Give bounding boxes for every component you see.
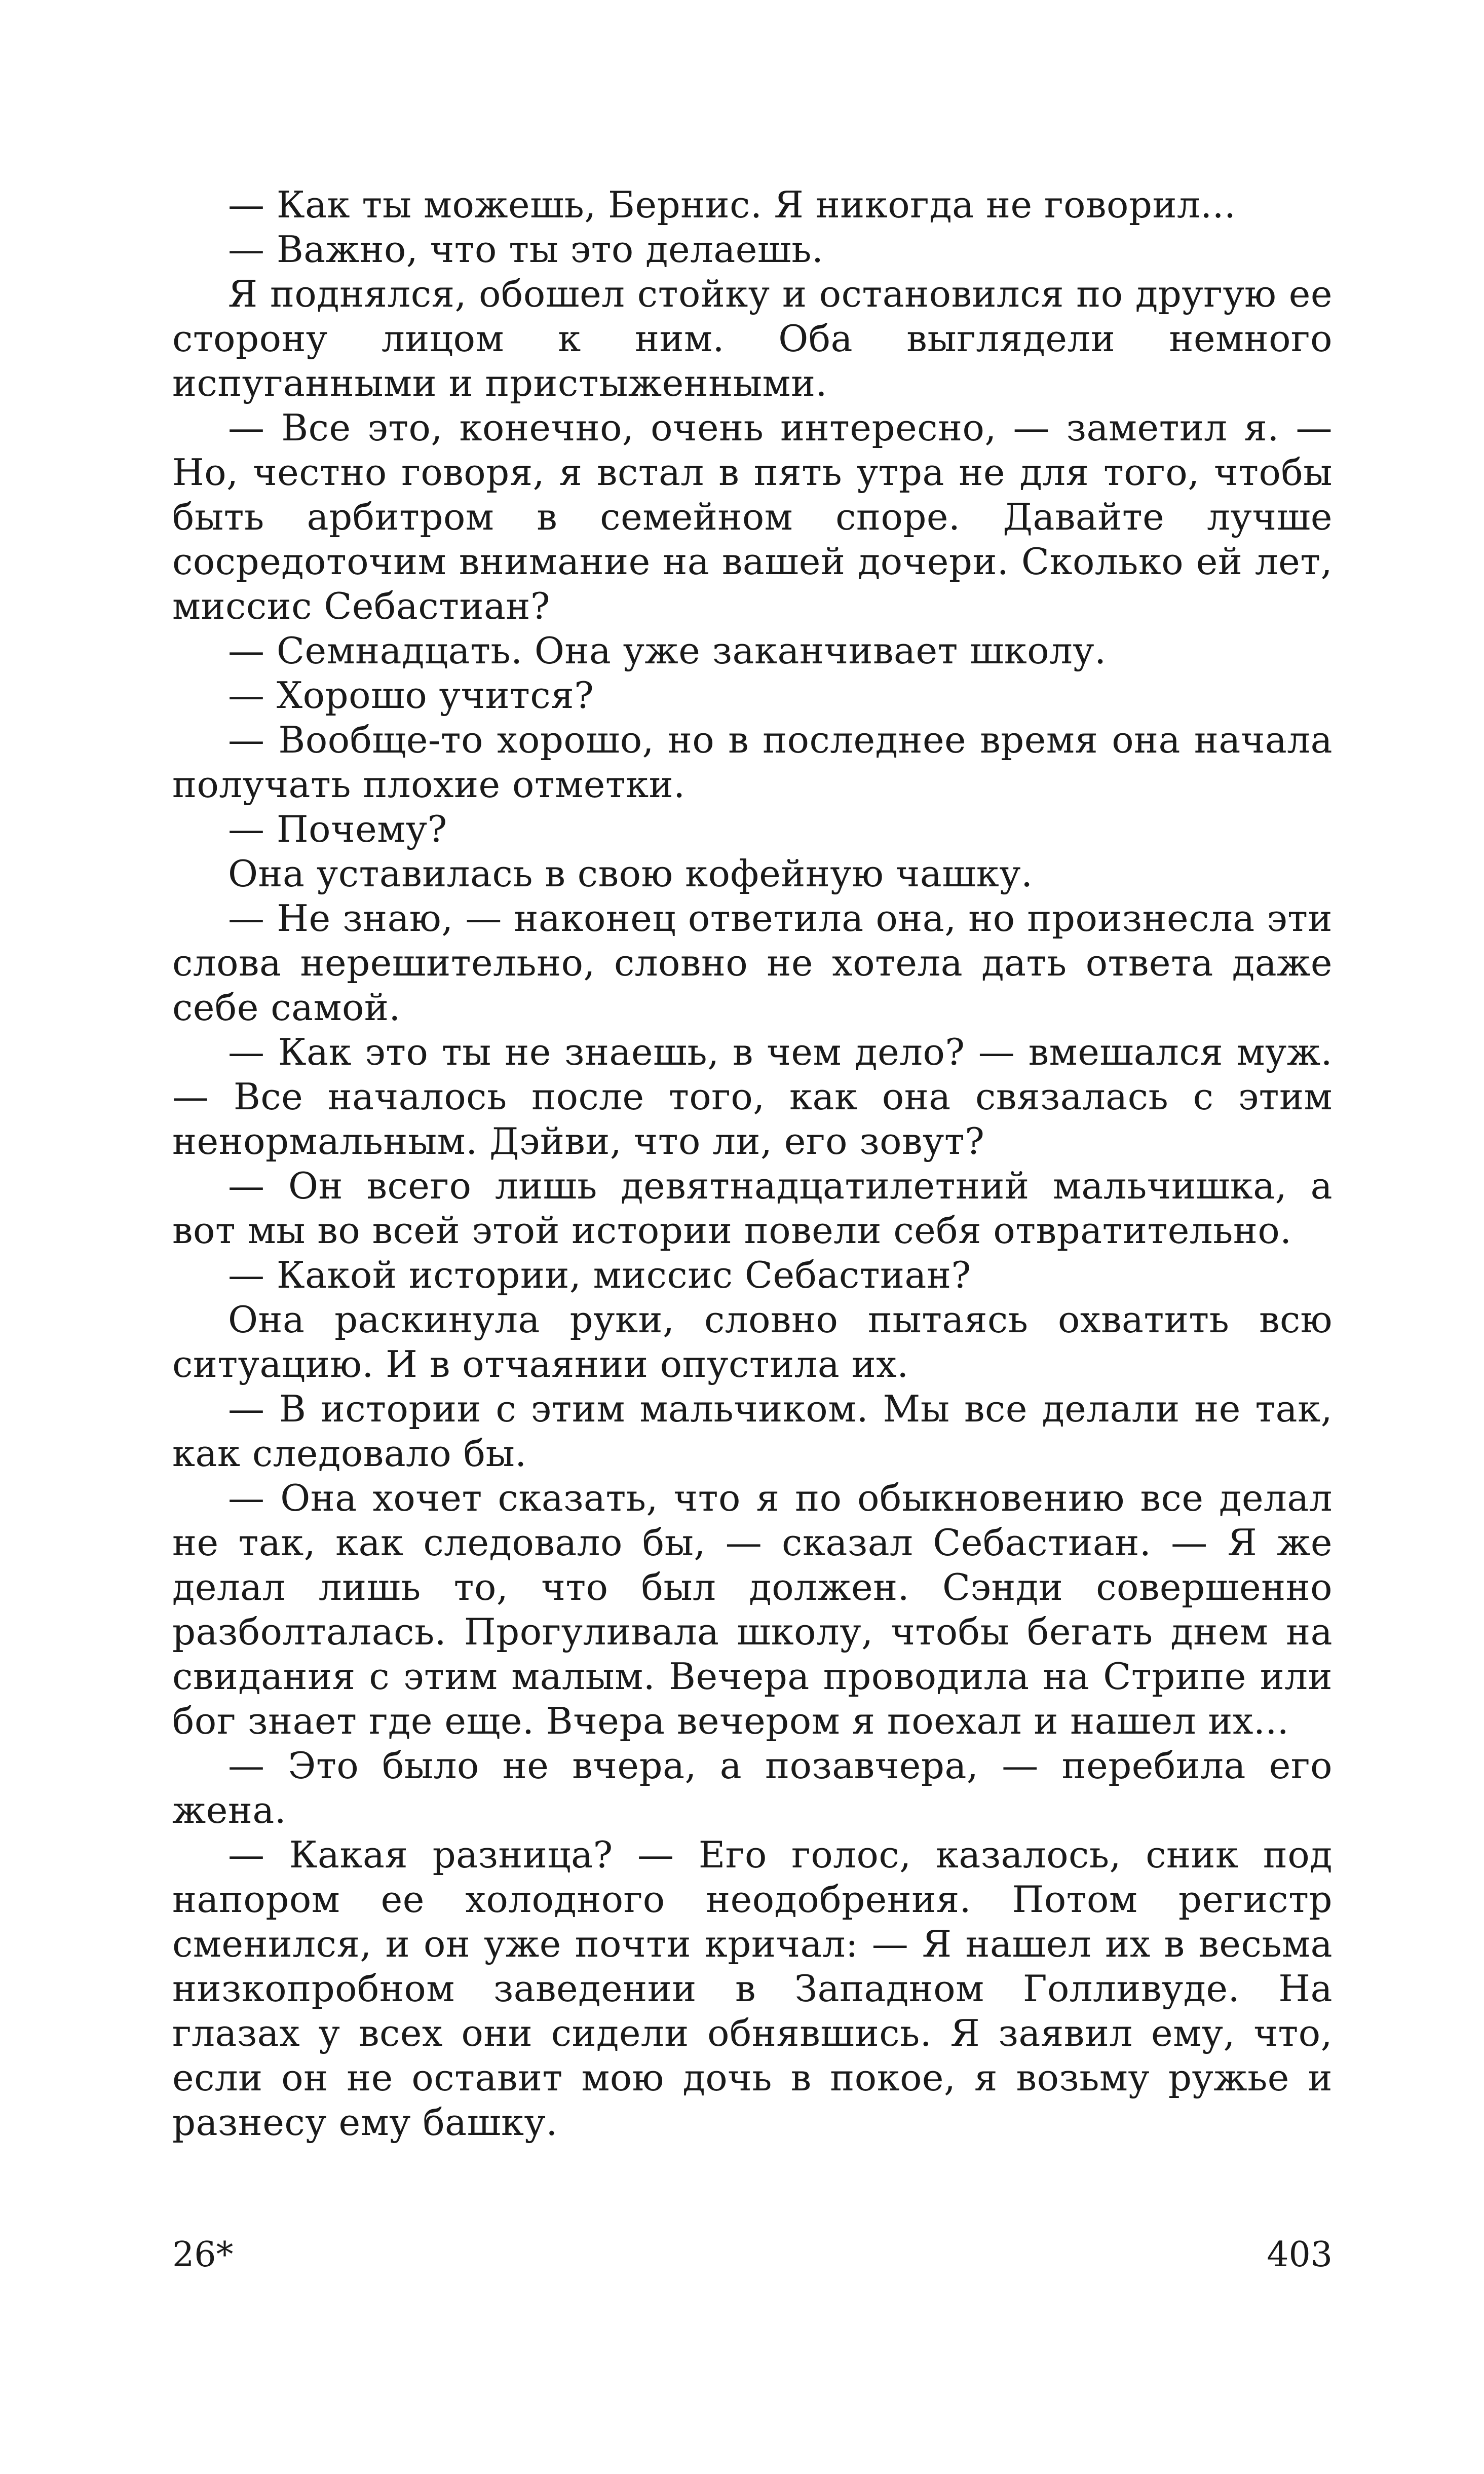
body-text (172, 182, 1333, 2145)
paragraph: — В истории с этим мальчиком. Мы все делали не так, как следовало бы. (172, 1388, 1333, 1475)
paragraph: Она раскинула руки, словно пытаясь охватить всю ситуацию. И в отчаянии опустила их. (172, 1298, 1333, 1385)
paragraph: — Вообще-то хорошо, но в последнее время она начала получать плохие отметки. (172, 719, 1333, 806)
paragraph: Я поднялся, обошел стойку и остановился по другую ее сторону лицом к ним. Оба выглядели немного испуганными и пристыженными. (172, 273, 1333, 404)
paragraph: — Это было не вчера, а позавчера, — перебила его жена. (172, 1744, 1333, 1831)
paragraph: — Он всего лишь девятнадцатилетний мальчишка, а вот мы во всей этой истории повели себя отвратительно. (172, 1165, 1333, 1252)
paragraph: — Хорошо учится? (228, 674, 594, 717)
paragraph: — Почему? (228, 808, 447, 850)
paragraph: — Какая разница? — Его голос, казалось, сник под напором ее холодного неодобрения. Потом регистр сменился, и он уже почти кричал: — Я нашел их в весьма низкопробном заведении в Западном Голливуде. На глазах у всех они сидели обнявшись. Я заявил ему, что, если он не оставит мою дочь в покое, я возьму ружье и разнесу ему башку. (172, 1833, 1333, 2144)
page-footer (172, 2235, 1333, 2285)
paragraph: — Не знаю, — наконец ответила она, но произнесла эти слова нерешительно, словно не хотела дать ответа даже себе самой. (172, 897, 1333, 1029)
paragraph: — Как ты можешь, Бернис. Я никогда не говорил... (228, 183, 1236, 226)
paragraph: — Какой истории, миссис Себастиан? (228, 1254, 971, 1296)
paragraph: Она уставилась в свою кофейную чашку. (228, 852, 1033, 895)
paragraph: — Как это ты не знаешь, в чем дело? — вмешался муж. — Все началось после того, как она связалась с этим ненормальным. Дэйви, что ли, его зовут? (172, 1031, 1333, 1163)
paragraph: — Она хочет сказать, что я по обыкновению все делал не так, как следовало бы, — сказал Себастиан. — Я же делал лишь то, что был должен. Сэнди совершенно разболталась. Прогуливала школу, чтобы бегать днем на свидания с этим малым. Вечера проводила на Стрипе или бог знает где еще. Вчера вечером я поехал и нашел их... (172, 1477, 1333, 1742)
paragraph: — Все это, конечно, очень интересно, — заметил я. — Но, честно говоря, я встал в пять утра не для того, чтобы быть арбитром в семейном споре. Давайте лучше сосредоточим внимание на вашей дочери. Сколько ей лет, миссис Себастиан? (172, 406, 1333, 627)
signature-mark: 26* (172, 2235, 234, 2275)
paragraph: — Важно, что ты это делаешь. (228, 228, 824, 271)
paragraph: — Семнадцать. Она уже заканчивает школу. (228, 629, 1107, 672)
page-number: 403 (1267, 2235, 1333, 2275)
